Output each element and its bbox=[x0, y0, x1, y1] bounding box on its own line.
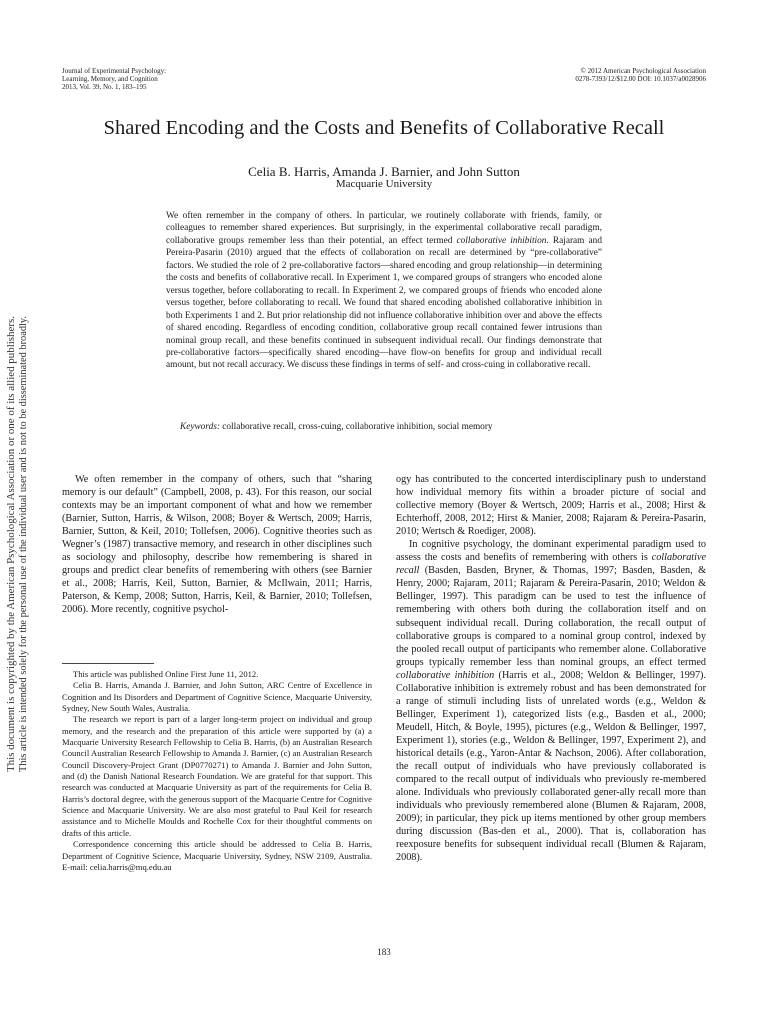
copyright-notice: © 2012 American Psychological Association bbox=[580, 67, 706, 75]
footnote-publication: This article was published Online First June 11, 2012. bbox=[73, 669, 259, 679]
paradigm-text-a: In cognitive psychology, the dominant experimental paradigm used to assess the costs and benefits of remembering with others is bbox=[396, 539, 706, 564]
continued-paragraph: ogy has contributed to the concerted interdisciplinary push to understand how individual memory fits within a broader picture of social and collective memory (Boyer & Wertsch, 2009; Harris et al., 2008; Hirst & Echterhoff, 2008, 2012; Hirst & Manier, 2008; Rajaram & Pereira-Pasarin, 2010; Wertsch & Roediger, 2008). bbox=[396, 474, 706, 538]
article-authors: Celia B. Harris, Amanda J. Barnier, and John Sutton bbox=[248, 164, 520, 179]
author-affiliation: Macquarie University bbox=[335, 178, 433, 190]
keywords-label: Keywords: bbox=[180, 422, 220, 432]
abstract-text-start: We often remember in the company of others. In particular, we routinely collaborate with friends, family, or colleagues to remember shared experiences. But surprisingly, in the experimental collaborative recall paradigm, collaborative groups remember less than their potential, an effect termed bbox=[166, 211, 602, 246]
abstract bbox=[166, 210, 602, 372]
keywords-text: collaborative recall, cross-cuing, collaborative inhibition, social memory bbox=[219, 422, 493, 432]
journal-issue: 2013, Vol. 39, No. 1, 183–195 bbox=[62, 83, 147, 91]
abstract-term: collaborative inhibition bbox=[456, 235, 547, 246]
journal-name: Journal of Experimental Psychology: bbox=[62, 67, 167, 75]
intro-paragraph: We often remember in the company of others, such that “sharing memory is our default” (Campbell, 2008, p. 43). For this reason, our social contexts may be an important component of what and how we remember (Barnier, Sutton, Harris, & Wilson, 2008; Boyer & Wertsch, 2009; Harris, Barnier, Sutton, & Keil, 2010; Tollefsen, 2006). Cognitive theories such as Wegner’s (1987) transactive memory, and research in other disciplines such as sociology and philosophy, describe how remembering is shared in groups and predict clear benefits of remembering with others (see Barnier et al., 2008; Harris, Keil, Sutton, Barnier, & McIlwain, 2011; Harris, Paterson, & Kemp, 2008; Sutton, Harris, Keil, & Barnier, 2010; Tollefsen, 2006). More recently, cognitive psychol- bbox=[62, 474, 372, 616]
issn-doi: 0278-7393/12/$12.00 DOI: 10.1037/a0028906 bbox=[575, 75, 706, 83]
footnote-correspondence: Correspondence concerning this article should be addressed to Celia B. Harris, Department of Cognitive Science, Macquarie University, Sydney, NSW 2109, Australia. E-mail: celia.harris@mq.edu.au bbox=[62, 839, 372, 872]
body-column-right bbox=[396, 473, 706, 864]
paradigm-text-b: (Basden, Basden, Bryner, & Thomas, 1997; Basden, Basden, & Henry, 2000; Rajaram, 2011; Rajaram & Pereira-Pasarin, 2010; Weldon & Bellinger, 1997). This paradigm can be used to test the influence of remembering with others both during the collaboration itself and on subsequent individual recall. During collaboration, the recall output of collaborative groups is compared to a nominal group control, indexed by the pooled recall output of participants who remember alone. Collaborative groups typically remember less than nominal groups, an effect termed bbox=[396, 565, 706, 668]
footnote-divider bbox=[62, 663, 154, 664]
journal-header bbox=[62, 67, 292, 91]
term-collaborative-inhibition: collaborative inhibition bbox=[396, 669, 495, 681]
paradigm-paragraph bbox=[396, 538, 706, 864]
copyright-header bbox=[446, 67, 706, 83]
body-column-left bbox=[62, 473, 372, 617]
side-note-svg bbox=[2, 312, 42, 772]
abstract-text-end: . Rajaram and Pereira-Pasarin (2010) argued that the effects of collaboration on recall are determined by “pre-collaborative” factors. We studied the role of 2 pre-collaborative factors—shared encoding and group relationship—in determining the costs and benefits of collaborative recall. In Experiment 1, we compared groups of strangers who encoded alone versus together, before collaborating to recall. In Experiment 2, we compared groups of friends who encoded alone versus together, before collaborating to recall. We found that shared encoding abolished collaborative inhibition in both Experiments 1 and 2. But prior relationship did not influence collaborative inhibition over and above the effects of shared encoding. Regardless of encoding condition, collaborative group recall contained fewer intrusions than nominal group recall, and these benefits continued in subsequent individual recall. Our findings demonstrate that pre-collaborative factors—specifically shared encoding—have flow-on benefits for group and individual recall amount, but not recall accuracy. We discuss these findings in terms of self- and cross-cuing in collaborative recall. bbox=[166, 235, 602, 371]
footnote-affiliations: Celia B. Harris, Amanda J. Barnier, and John Sutton, ARC Centre of Excellence in Cognition and Its Disorders and Department of Cognitive Science, Macquarie University, Sydney, New South Wales, Australia. bbox=[62, 680, 372, 714]
journal-subtitle: Learning, Memory, and Cognition bbox=[62, 75, 158, 83]
paradigm-text-c: (Harris et al., 2008; Weldon & Bellinger, 1997). Collaborative inhibition is extremely robust and has been demonstrated for a range of stimuli including lists of unrelated words (e.g., Weldon & Bellinger, Experiment 1), categorized lists (e.g., Basden et al., 2000; Meudell, Hitch, & Boyle, 1995), pictures (e.g., Weldon & Bellinger, 1997, Experiment 1), stories (e.g., Weldon & Bellinger, 1997, Experiment 2), and historical details (e.g., Yaron-Antar & Nachson, 2006). After collaboration, the recall output of individuals who have previously collaborated is compared to the recall output of individuals who previously re-membered alone. Individuals who previously collaborated gener-ally recall more than individuals who previously remembered alone (Blumen & Rajaram, 2008, 2009); in particular, they pick up items mentioned by other group members during discussion (Bas-den et al., 2000). That is, collaboration has reexposure benefits for subsequent individual recall (Blumen & Rajaram, 2008). bbox=[396, 669, 707, 864]
article-title: Shared Encoding and the Costs and Benefits of Collaborative Recall bbox=[103, 117, 665, 139]
page-number: 183 bbox=[377, 947, 391, 957]
side-note-line-1: This document is copyrighted by the American Psychological Association or one of its allied publishers. bbox=[6, 355, 17, 772]
keywords bbox=[180, 421, 600, 433]
side-note-line-2: This article is intended solely for the personal use of the individual user and is not to be disseminated broadly. bbox=[18, 332, 29, 772]
copyright-side-note bbox=[2, 312, 42, 772]
footnote-funding: The research we report is part of a larger long-term project on individual and group memory, and the research and the preparation of this article were supported by (a) a Macquarie University Research Fellowship to Celia B. Harris, (b) an Australian Research Council Australian Research Fellowship to Amanda J. Barnier, (c) an Australian Research Council Discovery-Project Grant (DP0770271) to Amanda J. Barnier and John Sutton, and (d) the Danish National Research Foundation. We are grateful for that support. This research was conducted at Macquarie University as part of the requirements for Celia B. Harris’s doctoral degree, with the generous support of the Macquarie Centre for Cognitive Science and Macquarie University. We are also most grateful to Paul Keil for research assistance and to Michelle Moulds and Rochelle Cox for their thoughtful comments on drafts of this article. bbox=[62, 714, 372, 838]
footnotes bbox=[62, 669, 372, 873]
term-collaborative-recall: collaborative recall bbox=[396, 552, 706, 577]
